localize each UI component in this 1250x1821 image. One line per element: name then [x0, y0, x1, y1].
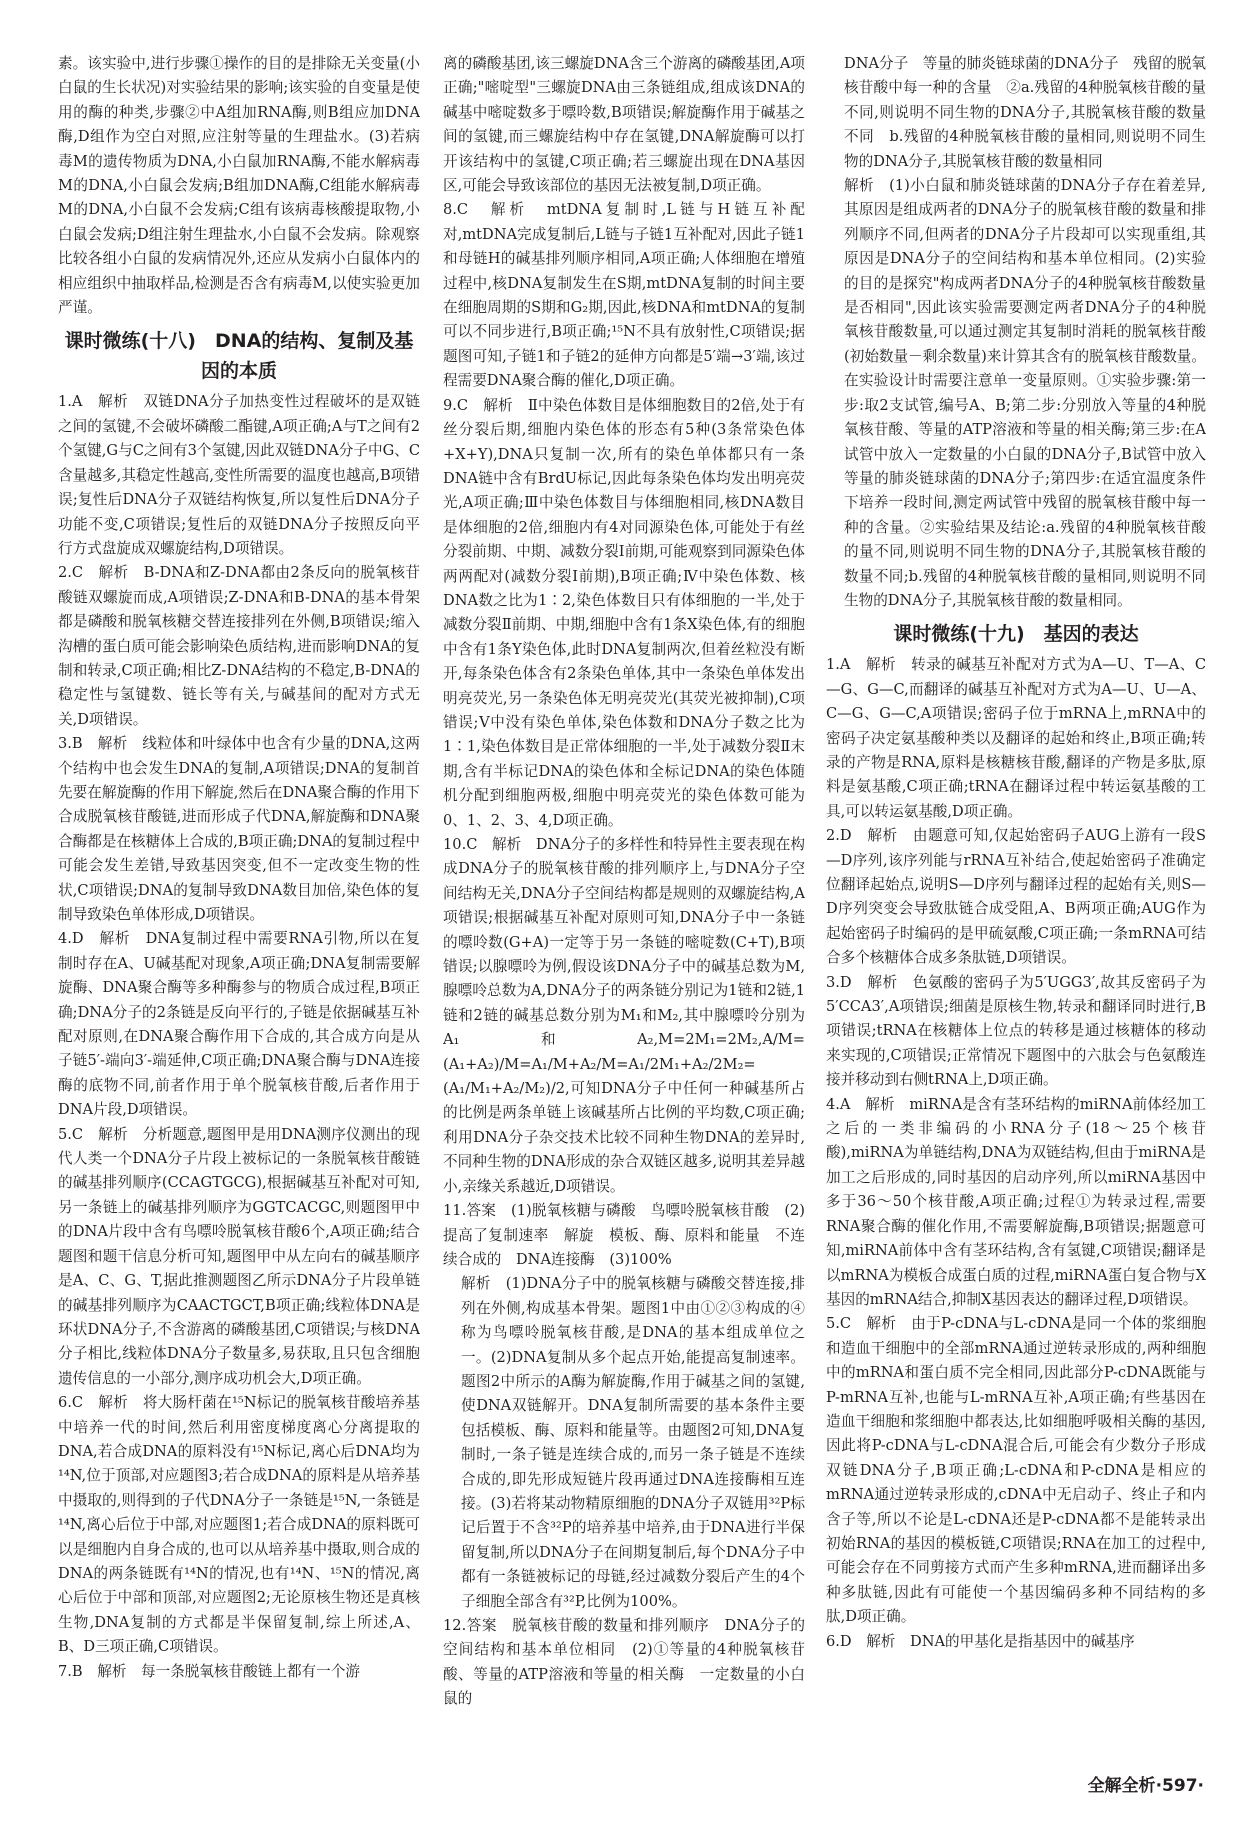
answer-item: 5.C 解析 分析题意,题图甲是用DNA测序仪测出的现代人类一个DNA分子片段上被标记的一条脱氧核苷酸链的碱基排列顺序(CCAGTGCG),根据碱基互补配对可知,另一条链上的碱基排列顺序为GGTCACGC,则题图甲中的DNA片段中含有鸟嘌呤脱氧核苷酸6个,A项正确;结合题图和题干信息分析可知,题图甲中从左向右的碱基顺序是A、C、G、T,据此推测题图乙所示DNA分子片段单链的碱基排列顺序为CAACTGCT,B项正确;线粒体DNA是环状DNA分子,不含游离的磷酸基团,C项错误;与核DNA分子相比,线粒体DNA分子数量多,易获取,且只包含细胞遗传信息的一小部分,测序成功机会大,D项正确。	[58, 1125, 420, 1387]
answer-item: 3.D 解析 色氨酸的密码子为5′UGG3′,故其反密码子为5′CCA3′,A项错误;细菌是原核生物,转录和翻译同时进行,B项错误;tRNA在核糖体上位点的转移是通过核糖体的移动来实现的,C项错误;正常情况下题图中的六肽会与色氨酸连接并移动到右侧tRNA上,D项正确。	[826, 973, 1206, 1089]
answer-item: 6.C 解析 将大肠杆菌在¹⁵N标记的脱氧核苷酸培养基中培养一代的时间,然后利用密度梯度离心分离提取的DNA,若合成DNA的原料没有¹⁵N标记,离心后DNA均为¹⁴N,位于顶部,对应题图3;若合成DNA的原料是从培养基中摄取的,则得到的子代DNA分子一条链是¹⁵N,一条链是¹⁴N,离心后位于中部,对应题图1;若合成DNA的原料既可以是细胞内自身合成的,也可以从培养基中摄取,则合成的DNA的两条链既有¹⁴N的情况,也有¹⁴N、¹⁵N的情况,离心后位于中部和顶部,对应题图2;无论原核生物还是真核生物,DNA复制的方式都是半保留复制,综上所述,A、B、D三项正确,C项错误。	[58, 1394, 420, 1656]
answer-item: 5.C 解析 由于P-cDNA与L-cDNA是同一个体的浆细胞和造血干细胞中的全部mRNA通过逆转录形成的,两种细胞中的mRNA和蛋白质不完全相同,因此部分P-cDNA既能与P-mRNA互补,也能与L-mRNA互补,A项正确;有些基因在造血干细胞和浆细胞中都表达,比如细胞呼吸相关酶的基因,因此将P-cDNA与L-cDNA混合后,可能会有少数分子形成双链DNA分子,B项正确;L-cDNA和P-cDNA是相应的mRNA通过逆转录形成的,cDNA中无启动子、终止子和内含子等,所以不论是L-cDNA还是P-cDNA都不是能转录出初始RNA的基因的模板链,C项错误;RNA在加工的过程中,可能会存在不同剪接方式而产生多种mRNA,进而翻译出多种多肽链,因此有可能使一个基因编码多种不同结构的多肽,D项正确。	[826, 1315, 1206, 1626]
column-middle	[443, 52, 805, 1787]
answer-item: 9.C 解析 Ⅱ中染色体数目是体细胞数目的2倍,处于有丝分裂后期,细胞内染色体的形态有5种(3条常染色体+X+Y),DNA只复制一次,所有的染色单体都只有一条DNA链中含有BrdU标记,因此每条染色体均发出明亮荧光,A项正确;Ⅲ中染色体数目与体细胞相同,核DNA数目是体细胞的2倍,细胞内有4对同源染色体,可能处于有丝分裂前期、中期、减数分裂Ⅰ前期,可能观察到同源染色体两两配对(减数分裂Ⅰ前期),B项正确;Ⅳ中染色体数、核DNA数之比为1∶2,染色体数目只有体细胞的一半,处于减数分裂Ⅱ前期、中期,细胞中含有1条X染色体,有的细胞中含有1条Y染色体,此时DNA复制两次,但着丝粒没有断开,每条染色体含有2条染色单体,其中一条染色单体发出明亮荧光,另一条染色体无明亮荧光(其荧光被抑制),C项错误;Ⅴ中没有染色单体,染色体数和DNA分子数之比为1∶1,染色体数目是正常体细胞的一半,处于减数分裂Ⅱ末期,含有半标记DNA的染色体和全标记DNA的染色体随机分配到细胞两极,细胞中明亮荧光的染色体数可能为0、1、2、3、4,D项正确。	[443, 396, 805, 829]
answer-item: 12.答案 脱氧核苷酸的数量和排列顺序 DNA分子的空间结构和基本单位相同 (2)①等量的4种脱氧核苷酸、等量的ATP溶液和等量的相关酶 一定数量的小白鼠的	[443, 1617, 805, 1708]
answer-item: 2.C 解析 B-DNA和Z-DNA都由2条反向的脱氧核苷酸链双螺旋而成,A项错误;Z-DNA和B-DNA的基本骨架都是磷酸和脱氧核糖交替连接排列在外侧,B项错误;缩入沟槽的蛋白质可能会影响染色质结构,进而影响DNA的复制和转录,C项正确;相比Z-DNA结构的不稳定,B-DNA的稳定性与氢键数、链长等有关,与碱基间的配对方式无关,D项错误。	[58, 564, 420, 728]
answer-item: 6.D 解析 DNA的甲基化是指基因中的碱基序	[826, 1632, 1135, 1650]
footer-label: 全解全析	[1087, 1776, 1156, 1796]
answer-item: 1.A 解析 转录的碱基互补配对方式为A—U、T—A、C—G、G—C,而翻译的碱基互补配对方式为A—U、U—A、C—G、G—C,A项错误;密码子位于mRNA上,mRNA中的密码子决定氨基酸种类以及翻译的起始和终止,B项正确;转录的产物是RNA,原料是核糖核苷酸,翻译的产物是多肽,原料是氨基酸,C项正确;tRNA在翻译过程中转运氨基酸的工具,可以转运氨基酸,D项正确。	[826, 656, 1206, 820]
answer-item: 4.D 解析 DNA复制过程中需要RNA引物,所以在复制时存在A、U碱基配对现象,A项正确;DNA复制需要解旋酶、DNA聚合酶等多种酶参与的物质合成过程,B项正确;DNA分子的2条链是反向平行的,子链是依据碱基互补配对原则,在DNA聚合酶作用下合成的,其合成方向是从子链5′-端向3′-端延伸,C项正确;DNA聚合酶与DNA连接酶的底物不同,前者作用于单个脱氧核苷酸,后者作用于DNA片段,D项错误。	[58, 930, 420, 1119]
footer-trail: ·	[1197, 1776, 1204, 1796]
page-footer	[1088, 1775, 1204, 1797]
footer-separator: ·	[1155, 1776, 1163, 1796]
answer-item: 3.B 解析 线粒体和叶绿体中也含有少量的DNA,这两个结构中也会发生DNA的复制,A项错误;DNA的复制首先要在解旋酶的作用下解旋,然后在DNA聚合酶的作用下合成脱氧核苷酸链,进而形成子代DNA,解旋酶和DNA聚合酶都是在核糖体上合成的,B项正确;DNA的复制过程中可能会发生差错,导致基因突变,但不一定改变生物的性状,C项错误;DNA的复制导致DNA数目加倍,染色体的复制导致染色单体形成,D项错误。	[58, 735, 420, 923]
answer-paragraph: 解析 (1)DNA分子中的脱氧核糖与磷酸交替连接,排列在外侧,构成基本骨架。题图1中由①②③构成的④称为鸟嘌呤脱氧核苷酸,是DNA的基本组成单位之一。(2)DNA复制从多个起点开始,能提高复制速率。题图2中所示的A酶为解旋酶,作用于碱基之间的氢键,使DNA双链解开。DNA复制所需要的基本条件主要包括模板、酶、原料和能量等。由题图2可知,DNA复制时,一条子链是连续合成的,而另一条子链是不连续合成的,即先形成短链片段再通过DNA连接酶相互连接。(3)若将某动物精原细胞的DNA分子双链用³²P标记后置于不含³²P的培养基中培养,由于DNA进行半保留复制,所以DNA分子在间期复制后,每个DNA分子中都有一条链被标记的母链,经过减数分裂后产生的4个子细胞全部含有³²P,比例为100%。	[461, 1275, 805, 1610]
answer-item: 8.C 解析 mtDNA复制时,L链与H链互补配对,mtDNA完成复制后,L链与子链1互补配对,因此子链1和母链H的碱基排列顺序相同,A项正确;人体细胞在增殖过程中,核DNA复制发生在S期,mtDNA复制的时间主要在细胞周期的S期和G₂期,因此,核DNA和mtDNA的复制可以不同步进行,B项正确;¹⁵N不具有放射性,C项错误;据题图可知,子链1和子链2的延伸方向都是5′端→3′端,该过程需要DNA聚合酶的催化,D项正确。	[443, 201, 805, 390]
page-number: 597	[1162, 1776, 1198, 1796]
answer-item: 2.D 解析 由题意可知,仅起始密码子AUG上游有一段S—D序列,该序列能与rRNA互补结合,使起始密码子准确定位翻译起始点,说明S—D序列与翻译过程的起始有关,则S—D序列突变会导致肽链合成受阻,A、B两项正确;AUG作为起始密码子时编码的是甲硫氨酸,C项正确;一条mRNA可结合多个核糖体合成多条肽链,D项错误。	[826, 827, 1206, 967]
answer-item: 7.B 解析 每一条脱氧核苷酸链上都有一个游	[58, 1662, 360, 1680]
answer-paragraph: 素。该实验中,进行步骤①操作的目的是排除无关变量(小白鼠的生长状况)对实验结果的影响;该实验的自变量是使用的酶的种类,步骤②中A组加RNA酶,则B组应加DNA酶,D组作为空白对照,应注射等量的生理盐水。(3)若病毒M的遗传物质为DNA,小白鼠加RNA酶,不能水解病毒M的DNA,小白鼠会发病;B组加DNA酶,C组能水解病毒M的DNA,小白鼠不会发病;C组有该病毒核酸提取物,小白鼠会发病;D组注射生理盐水,小白鼠不会发病。除观察比较各组小白鼠的发病情况外,还应从发病小白鼠体内的相应组织中抽取样品,检测是否含有病毒M,以使实验更加严谨。	[58, 55, 420, 317]
answer-paragraph: 解析 (1)小白鼠和肺炎链球菌的DNA分子存在着差异,其原因是组成两者的DNA分子的脱氧核苷酸的数量和排列顺序不同,但两者的DNA分子片段却可以实现重组,其原因是DNA分子的空间结构和基本单位相同。(2)实验的目的是探究"构成两者DNA分子的4种脱氧核苷酸数量是否相同",因此该实验需要测定两者DNA分子的4种脱氧核苷酸数量,可以通过测定其复制时消耗的脱氧核苷酸(初始数量－剩余数量)来计算其含有的脱氧核苷酸数量。在实验设计时需要注意单一变量原则。①实验步骤:第一步:取2支试管,编号A、B;第二步:分别放入等量的4种脱氧核苷酸、等量的ATP溶液和等量的相关酶;第三步:在A试管中放入一定数量的小白鼠的DNA分子,B试管中放入等量的肺炎链球菌的DNA分子;第四步:在适宜温度条件下培养一段时间,测定两试管中残留的脱氧核苷酸中每一种的含量。②实验结果及结论:a.残留的4种脱氧核苷酸的量不同,则说明不同生物的DNA分子,其脱氧核苷酸的数量不同;b.残留的4种脱氧核苷酸的量相同,则说明不同生物的DNA分子,其脱氧核苷酸的数量相同。	[844, 177, 1206, 609]
column-left	[58, 52, 420, 1787]
answer-paragraph: 离的磷酸基团,该三螺旋DNA含三个游离的磷酸基团,A项正确;"嘧啶型"三螺旋DNA由三条链组成,组成该DNA的碱基中嘧啶数多于嘌呤数,B项错误;解旋酶作用于碱基之间的氢键,而三螺旋结构中存在氢键,DNA解旋酶可以打开该结构中的氢键,C项正确;若三螺旋出现在DNA基因区,可能会导致该部位的基因无法被复制,D项正确。	[443, 55, 805, 195]
section-heading: 课时微练(十八) DNA的结构、复制及基因的本质	[64, 330, 414, 383]
answer-item: 4.A 解析 miRNA是含有茎环结构的miRNA前体经加工之后的一类非编码的小RNA分子(18～25个核苷酸),miRNA为单链结构,DNA为双链结构,但由于miRNA是加工之后形成的,同时基因的启动序列,所以miRNA基因中多于36～50个核苷酸,A项正确;过程①为转录过程,需要RNA聚合酶的催化作用,不需要解旋酶,B项错误;据题意可知,miRNA前体中含有茎环结构,含有氢键,C项错误;翻译是以mRNA为模板合成蛋白质的过程,miRNA蛋白复合物与X基因的mRNA结合,抑制X基因表达的翻译过程,D项错误。	[826, 1095, 1206, 1308]
section-heading: 课时微练(十九) 基因的表达	[893, 623, 1139, 646]
answer-item: 1.A 解析 双链DNA分子加热变性过程破坏的是双链之间的氢键,不会破坏磷酸二酯键,A项正确;A与T之间有2个氢键,G与C之间有3个氢键,因此双链DNA分子中G、C含量越多,其稳定性越高,变性所需要的温度也越高,B项错误;复性后DNA分子双链结构恢复,所以复性后DNA分子功能不变,C项错误;复性后的双链DNA分子按照反向平行方式盘旋成双螺旋结构,D项错误。	[58, 393, 420, 557]
column-right	[826, 52, 1206, 1787]
answer-paragraph: DNA分子 等量的肺炎链球菌的DNA分子 残留的脱氧核苷酸中每一种的含量 ②a.残留的4种脱氧核苷酸的量不同,则说明不同生物的DNA分子,其脱氧核苷酸的数量不同 b.残留的4种脱氧核苷酸的量相同,则说明不同生物的DNA分子,其脱氧核苷酸的数量相同	[844, 55, 1206, 170]
answer-item: 11.答案 (1)脱氧核糖与磷酸 鸟嘌呤脱氧核苷酸 (2)提高了复制速率 解旋 模板、酶、原料和能量 不连续合成的 DNA连接酶 (3)100%	[443, 1202, 805, 1268]
answer-item: 10.C 解析 DNA分子的多样性和特异性主要表现在构成DNA分子的脱氧核苷酸的排列顺序上,与DNA分子空间结构无关,DNA分子空间结构都是规则的双螺旋结构,A项错误;根据碱基互补配对原则可知,DNA分子中一条链的嘌呤数(G+A)一定等于另一条链的嘧啶数(C+T),B项错误;以腺嘌呤为例,假设该DNA分子中的碱基总数为M,腺嘌呤总数为A,DNA分子的两条链分别记为1链和2链,1链和2链的碱基总数分别为M₁和M₂,其中腺嘌呤分别为A₁和A₂,M=2M₁=2M₂,A/M=(A₁+A₂)/M=A₁/M+A₂/M=A₁/2M₁+A₂/2M₂=(A₁/M₁+A₂/M₂)/2,可知DNA分子中任何一种碱基所占的比例是两条单链上该碱基所占比例的平均数,C项正确;利用DNA分子杂交技术比较不同种生物DNA的差异时,不同种生物的DNA形成的杂合双链区越多,说明其差异越小,亲缘关系越近,D项错误。	[443, 836, 805, 1195]
